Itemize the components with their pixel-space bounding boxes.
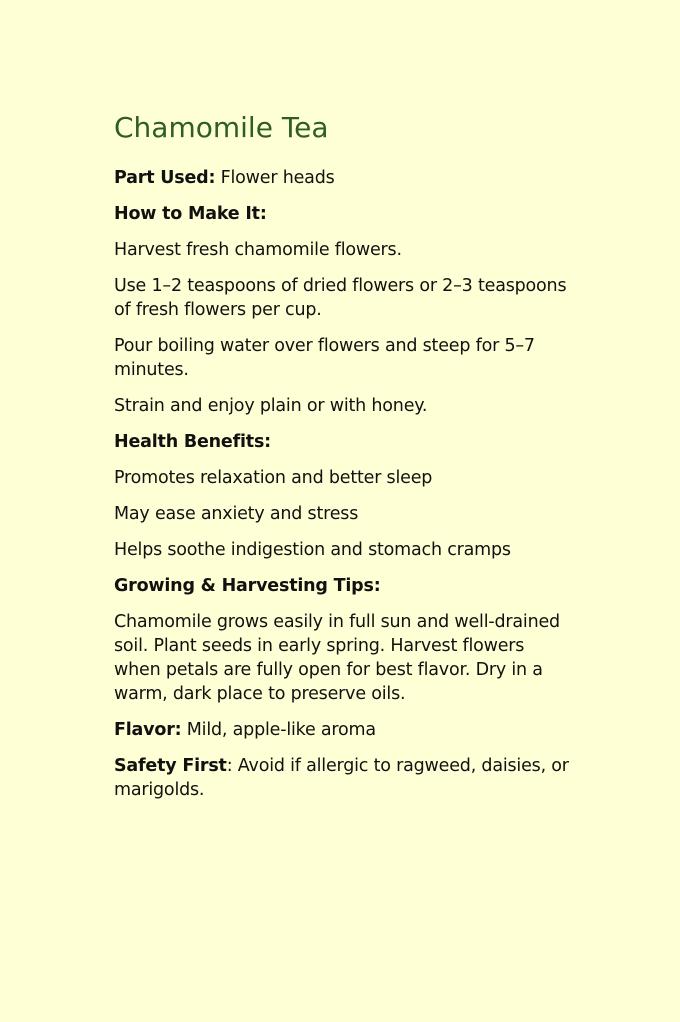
part-used-value: Flower heads	[215, 168, 335, 188]
part-used-line	[114, 166, 574, 190]
part-used-label: Part Used:	[114, 168, 216, 188]
document-page	[114, 108, 574, 814]
step-item: Harvest fresh chamomile flowers.	[114, 240, 402, 260]
step-item: Pour boiling water over flowers and steep for 5–7 minutes.	[114, 336, 535, 380]
benefit-item: May ease anxiety and stress	[114, 504, 359, 524]
flavor-line	[114, 718, 574, 742]
flavor-label: Flavor:	[114, 720, 182, 740]
safety-value: : Avoid if allergic to ragweed, daisies, or marigolds.	[114, 756, 569, 800]
page-title: Chamomile Tea	[114, 111, 329, 144]
growing-tips-text: Chamomile grows easily in full sun and well-drained soil. Plant seeds in early spring. Harvest flowers when petals are fully open for best flavor. Dry in a warm, dark place to preserve oils.	[114, 612, 560, 704]
growing-tips-heading: Growing & Harvesting Tips:	[114, 576, 381, 596]
safety-line	[114, 754, 574, 802]
benefit-item: Helps soothe indigestion and stomach cramps	[114, 540, 511, 560]
health-benefits-heading: Health Benefits:	[114, 432, 271, 452]
step-item: Use 1–2 teaspoons of dried flowers or 2–3 teaspoons of fresh flowers per cup.	[114, 276, 567, 320]
flavor-value: Mild, apple-like aroma	[181, 720, 376, 740]
step-item: Strain and enjoy plain or with honey.	[114, 396, 428, 416]
how-to-make-heading: How to Make It:	[114, 204, 267, 224]
benefit-item: Promotes relaxation and better sleep	[114, 468, 433, 488]
safety-label: Safety First	[114, 756, 227, 776]
